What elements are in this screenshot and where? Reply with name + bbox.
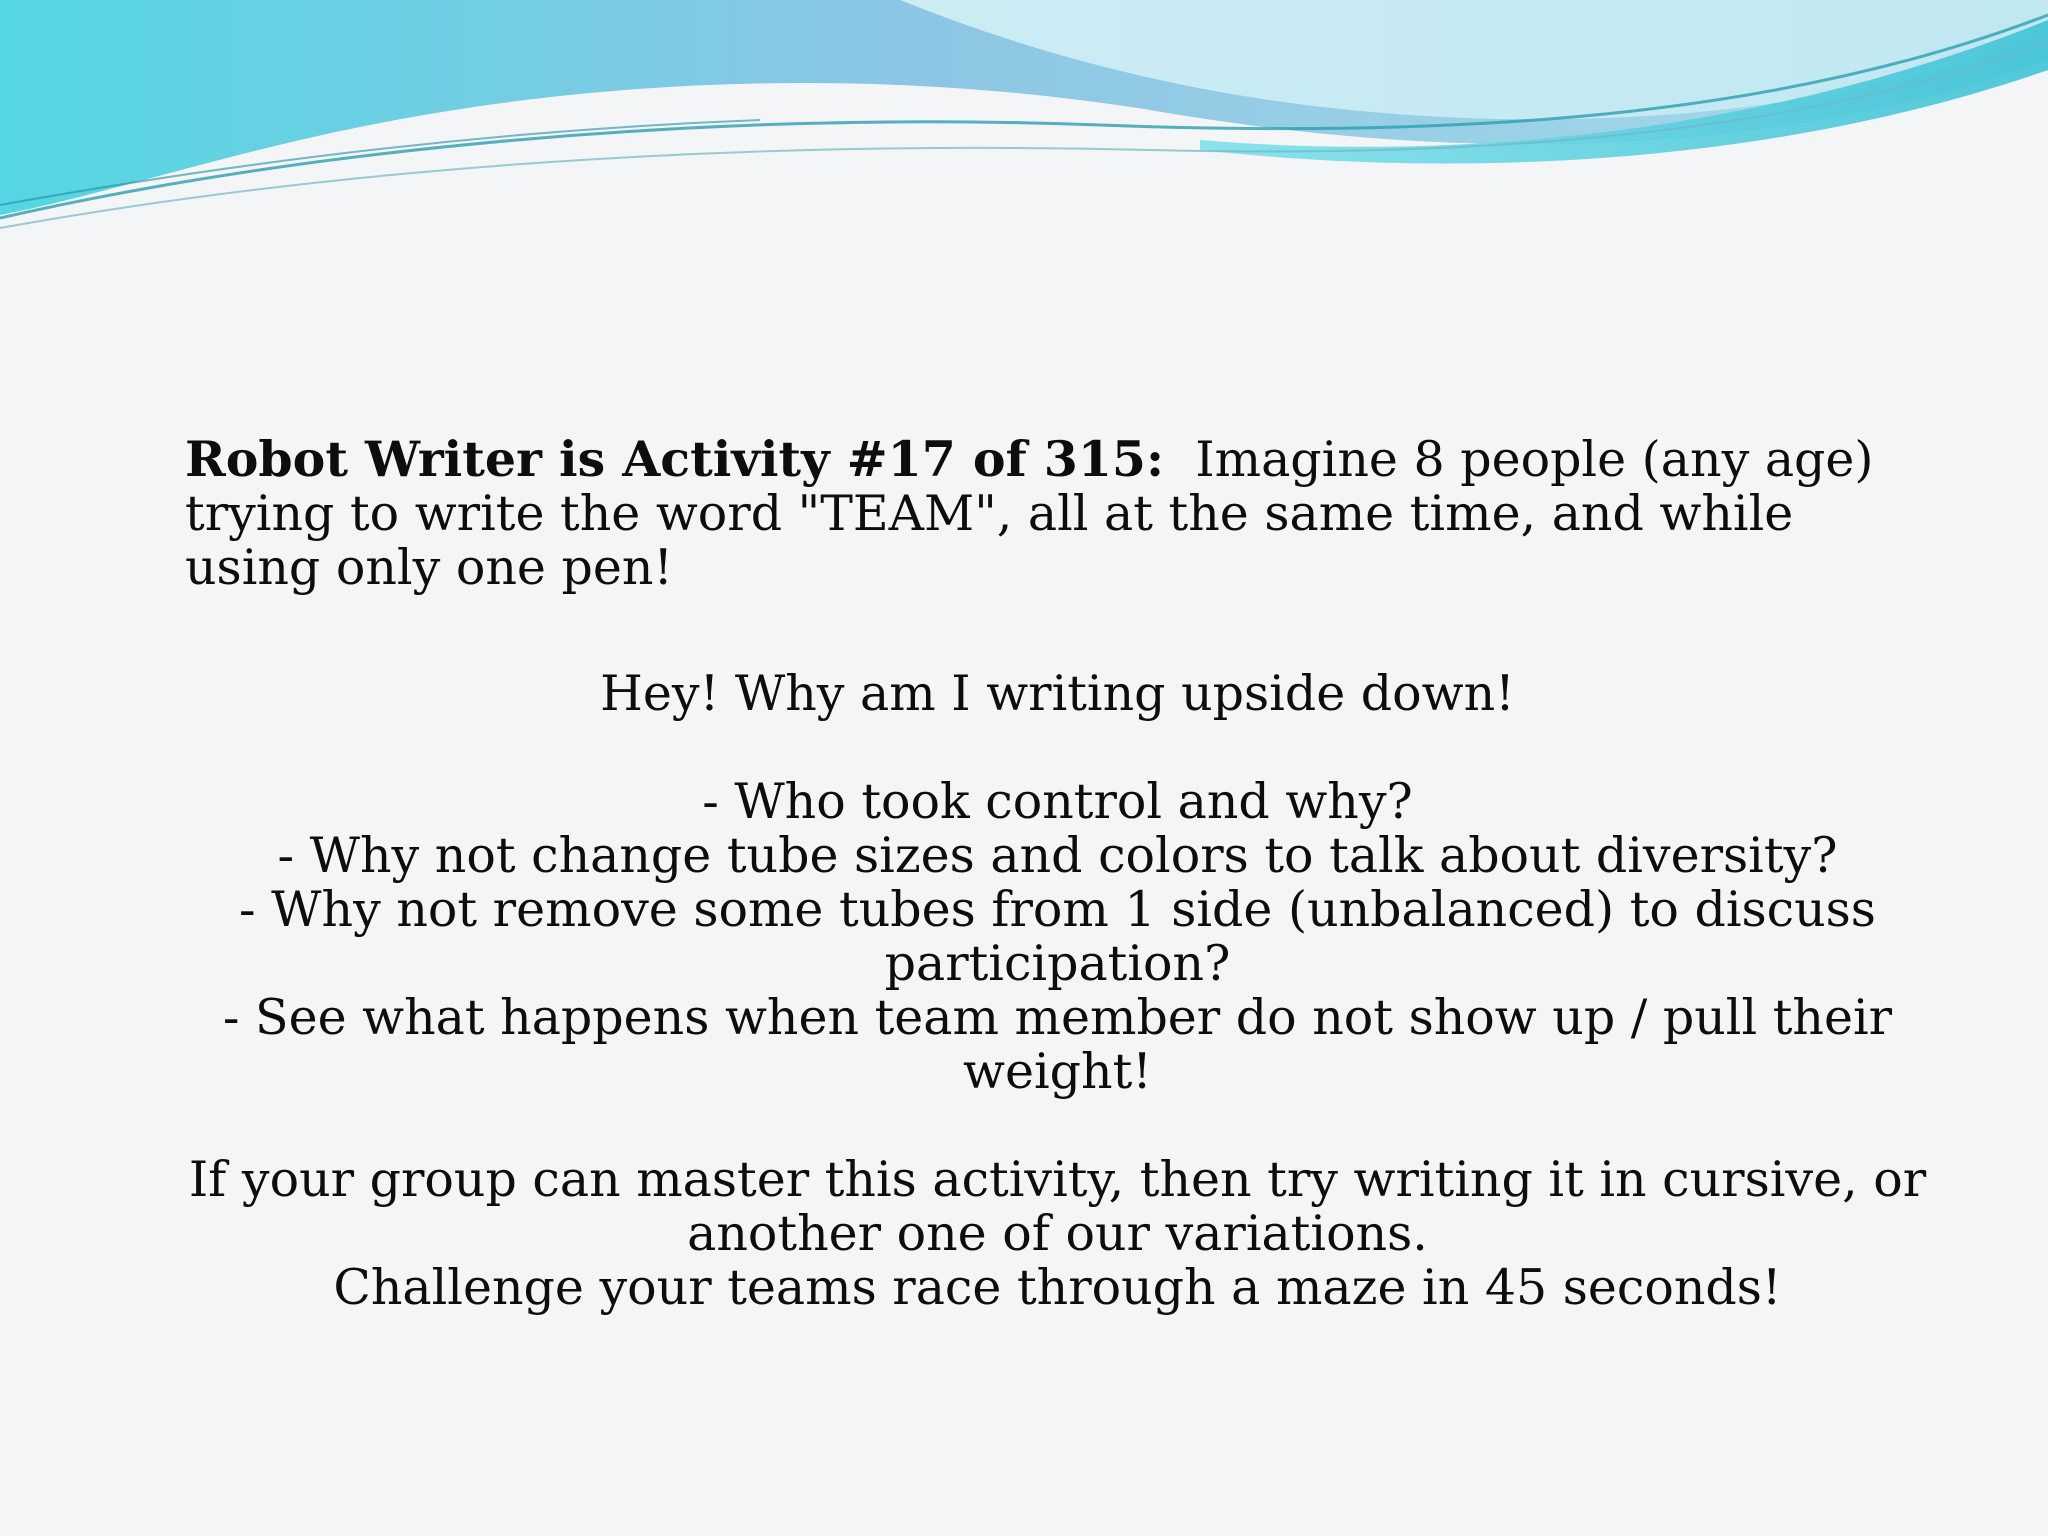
question-item: - Who took control and why? — [702, 773, 1413, 830]
closing-line: Challenge your teams race through a maze in 45 seconds! — [333, 1259, 1782, 1316]
closing-block — [185, 1153, 1930, 1315]
activity-title: Robot Writer is Activity #17 of 315: — [185, 430, 1165, 488]
question-item: - Why not remove some tubes from 1 side (unbalanced) to discuss participation? — [239, 881, 1876, 992]
exclamation-line: Hey! Why am I writing upside down! — [600, 665, 1515, 722]
slide-body — [185, 432, 1930, 1315]
question-item: - Why not change tube sizes and colors to talk about diversity? — [277, 827, 1838, 884]
question-item: - See what happens when team member do not show up / pull their weight! — [222, 989, 1893, 1100]
intro-paragraph — [185, 432, 1930, 595]
discussion-questions — [185, 775, 1930, 1099]
intro-text: Imagine 8 people (any age) trying to write the word "TEAM", all at the same time, and while using only one pen! — [185, 431, 1874, 596]
decorative-wave-header — [0, 0, 2048, 240]
closing-line: If your group can master this activity, then try writing it in cursive, or another one of our variations. — [188, 1151, 1927, 1262]
